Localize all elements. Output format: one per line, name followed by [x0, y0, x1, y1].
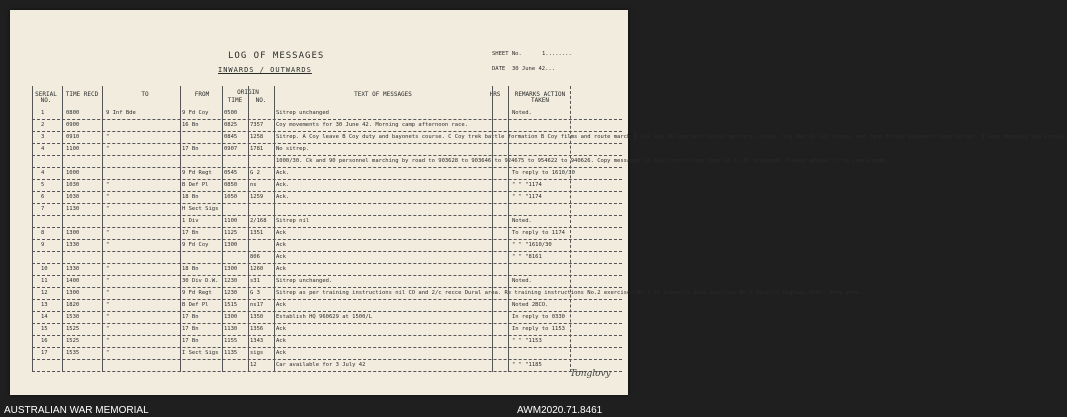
cell-to: " — [106, 266, 110, 272]
cell-otime: 1230 — [224, 278, 238, 284]
cell-remarks: Noted. — [512, 278, 532, 284]
cell-from: 17 Bn — [182, 230, 199, 236]
col-remarks: REMARKS ACTION TAKEN — [514, 91, 566, 104]
cell-otime: 1050 — [224, 194, 238, 200]
row-rule — [32, 239, 622, 240]
cell-otime: 1125 — [224, 230, 238, 236]
cell-otime: 0500 — [224, 110, 238, 116]
column-rule — [32, 86, 33, 372]
cell-from: 18 Bn — [182, 266, 199, 272]
col-origin-time: TIME — [227, 97, 243, 104]
cell-otime: 0545 — [224, 170, 238, 176]
cell-time: 1535 — [66, 350, 80, 356]
cell-text: Sitrep nil — [276, 218, 310, 224]
cell-text: Sitrep as per training instructions nil CO and 2/c recce Dural area. Re training instructions No.2 exercises No.1 in Glenarie area exercise No.2 Pacific highway Peels Hery area. — [276, 290, 863, 296]
cell-text: Ack — [276, 242, 286, 248]
cell-text: Ack — [276, 350, 286, 356]
cell-serial: 11 — [41, 278, 48, 284]
cell-ono: 7357 — [250, 122, 264, 128]
row-rule — [32, 323, 622, 324]
cell-serial: 7 — [41, 206, 45, 212]
cell-from: 9 Fd Regt — [182, 170, 212, 176]
cell-from: 9 Fd Coy — [182, 110, 209, 116]
cell-ono: 1351 — [250, 230, 264, 236]
cell-from: 17 Bn — [182, 326, 199, 332]
cell-serial: 9 — [41, 242, 45, 248]
row-rule — [32, 359, 622, 360]
cell-ono: G 3 — [250, 290, 260, 296]
cell-time: 0910 — [66, 134, 80, 140]
page-title: LOG OF MESSAGES — [228, 51, 325, 61]
page-subtitle: INWARDS / OUTWARDS — [218, 66, 312, 74]
cell-text: Ack. — [276, 182, 290, 188]
column-rule — [222, 86, 223, 372]
cell-time: 1300 — [66, 290, 80, 296]
sheet-no-label: SHEET No. — [492, 51, 522, 57]
cell-remarks: To reply to 1610/30 — [512, 170, 575, 176]
row-rule — [32, 371, 622, 372]
cell-ono: s31 — [250, 278, 260, 284]
cell-text: Ack — [276, 338, 286, 344]
cell-remarks: " " "8161 — [512, 254, 542, 260]
cell-otime: 1155 — [224, 338, 238, 344]
cell-to: " — [106, 350, 110, 356]
cell-serial: 13 — [41, 302, 48, 308]
cell-serial: 15 — [41, 326, 48, 332]
col-origin-no: NO. — [255, 97, 267, 104]
col-hrs: HRS — [489, 91, 501, 98]
row-rule — [32, 131, 622, 132]
cell-time: 1525 — [66, 326, 80, 332]
cell-to: " — [106, 182, 110, 188]
cell-serial: 2 — [41, 122, 45, 128]
cell-time: 1530 — [66, 314, 80, 320]
row-rule — [32, 155, 622, 156]
column-rule — [62, 86, 63, 372]
cell-time: 1525 — [66, 338, 80, 344]
cell-remarks: In reply to 0330 — [512, 314, 565, 320]
row-rule — [32, 251, 622, 252]
cell-text: Establish HQ 960629 at 1500/L — [276, 314, 373, 320]
cell-remarks: Noted. — [512, 218, 532, 224]
cell-text: Car available for 3 July 42 — [276, 362, 366, 368]
cell-from: 17 Bn — [182, 338, 199, 344]
cell-to: " — [106, 134, 110, 140]
cell-to: 9 Inf Bde — [106, 110, 136, 116]
cell-ono: 1259 — [250, 194, 264, 200]
cell-time: 1330 — [66, 242, 80, 248]
cell-time: 1030 — [66, 194, 80, 200]
cell-otime: 1300 — [224, 314, 238, 320]
row-rule — [32, 311, 622, 312]
column-rule — [492, 86, 493, 372]
cell-remarks: " " "1174 — [512, 182, 542, 188]
cell-remarks: To reply to 1174 — [512, 230, 565, 236]
cell-remarks: " " "1610/30 — [512, 242, 552, 248]
row-rule — [32, 335, 622, 336]
cell-serial: 14 — [41, 314, 48, 320]
cell-remarks: " " "1185 — [512, 362, 542, 368]
cell-remarks: " " "1174 — [512, 194, 542, 200]
cell-otime: 1100 — [224, 218, 238, 224]
cell-serial: 4 — [41, 146, 45, 152]
row-rule — [32, 143, 622, 144]
row-rule — [32, 347, 622, 348]
col-time-recd: TIME RECD — [65, 91, 99, 98]
cell-otime: 1130 — [224, 326, 238, 332]
cell-text: Ack — [276, 254, 286, 260]
cell-remarks: " " "1153 — [512, 338, 542, 344]
cell-otime: 1515 — [224, 302, 238, 308]
cell-remarks: Noted 2BCO. — [512, 302, 549, 308]
signature: Tonglovy — [570, 369, 611, 379]
cell-from: 30 Div D.W. — [182, 278, 219, 284]
cell-text: 1000/30. Ck and 90 personnel marching by road to 903628 to 903646 to 924675 to 954622 to 940626. Copy messages to ble controlling from 12 0/ 30 attached. Please advise if no cadre camp. — [276, 158, 889, 164]
cell-text: Ack — [276, 230, 286, 236]
cell-to: " — [106, 326, 110, 332]
cell-text: No sitrep. — [276, 146, 310, 152]
cell-to: " — [106, 206, 110, 212]
cell-otime: 1300 — [224, 242, 238, 248]
cell-to: " — [106, 278, 110, 284]
sheet-no-value: 1........ — [542, 51, 572, 57]
cell-otime: 0825 — [224, 122, 238, 128]
cell-text: Sitrep unchanged. — [276, 278, 333, 284]
cell-time: 1400 — [66, 278, 80, 284]
cell-otime: 1300 — [224, 266, 238, 272]
col-from: FROM — [194, 91, 210, 98]
cell-time: 0800 — [66, 110, 80, 116]
cell-ono: sigs — [250, 350, 264, 356]
cell-serial: 12 — [41, 290, 48, 296]
cell-from: 9 Fd Regt — [182, 290, 212, 296]
cell-serial: 1 — [41, 110, 45, 116]
cell-ono: 1350 — [250, 314, 264, 320]
row-rule — [32, 275, 622, 276]
cell-time: 0900 — [66, 122, 80, 128]
cell-from: I Sect Sigs — [182, 350, 219, 356]
cell-from: H Sect Sigs — [182, 206, 219, 212]
cell-to: " — [106, 242, 110, 248]
cell-from: 16 Bn — [182, 122, 199, 128]
cell-from: 9 Fd Coy — [182, 242, 209, 248]
cell-from: 18 Bn — [182, 194, 199, 200]
column-rule — [102, 86, 103, 372]
cell-from: B Def Pl — [182, 182, 209, 188]
col-to: TO — [141, 91, 149, 98]
row-rule — [32, 191, 622, 192]
cell-from: 17 Bn — [182, 146, 199, 152]
cell-serial: 8 — [41, 230, 45, 236]
cell-otime: 0850 — [224, 182, 238, 188]
cell-serial: 6 — [41, 194, 45, 200]
cell-otime: 1230 — [224, 290, 238, 296]
column-rule — [570, 86, 571, 372]
cell-to: " — [106, 230, 110, 236]
cell-serial: 4 — [41, 170, 45, 176]
cell-ono: 1781 — [250, 146, 264, 152]
column-rule — [508, 86, 509, 372]
column-rule — [274, 86, 275, 372]
footer-institution: AUSTRALIAN WAR MEMORIAL — [4, 405, 149, 416]
cell-otime: 0845 — [224, 134, 238, 140]
cell-ono: 2/168 — [250, 218, 267, 224]
row-rule — [32, 263, 622, 264]
cell-from: B Def Pl — [182, 302, 209, 308]
cell-text: Ack — [276, 326, 286, 332]
cell-ono: 806 — [250, 254, 260, 260]
cell-time: 1000 — [66, 170, 80, 176]
col-serial: SERIAL NO. — [35, 91, 57, 104]
cell-text: Ack — [276, 266, 286, 272]
cell-serial: 5 — [41, 182, 45, 188]
cell-time: 1030 — [66, 182, 80, 188]
col-origin: ORIGIN — [237, 89, 259, 96]
row-rule — [32, 227, 622, 228]
cell-serial: 17 — [41, 350, 48, 356]
cell-remarks: Noted. — [512, 110, 532, 116]
column-rule — [180, 86, 181, 372]
cell-to: " — [106, 290, 110, 296]
cell-text: Sitrep. A Coy leave B Coy duty and bayonets course. C Coy trek battle formation B Coy films and route march D Coy day 16 carriers school morters school. Sig day 16 1st school and camp duties pioneers camp duties. I Sect mapping sig school. — [276, 134, 1067, 140]
cell-remarks: In reply to 1153 — [512, 326, 565, 332]
row-rule — [32, 119, 622, 120]
cell-ono: 1260 — [250, 266, 264, 272]
cell-text: Ack. — [276, 170, 290, 176]
cell-time: 1130 — [66, 206, 80, 212]
date-label: DATE — [492, 66, 506, 72]
cell-ono: G 2 — [250, 170, 260, 176]
cell-to: " — [106, 338, 110, 344]
date-value: 30 June 42... — [512, 66, 556, 72]
row-rule — [32, 203, 622, 204]
cell-to: " — [106, 302, 110, 308]
column-rule — [248, 86, 249, 372]
cell-text: Ack. — [276, 194, 290, 200]
col-text: TEXT OF MESSAGES — [354, 91, 412, 98]
cell-time: 1820 — [66, 302, 80, 308]
row-rule — [32, 167, 622, 168]
cell-time: 1300 — [66, 230, 80, 236]
footer-accession: AWM2020.71.8461 — [517, 405, 603, 416]
cell-serial: 10 — [41, 266, 48, 272]
log-sheet — [10, 10, 1067, 395]
row-rule — [32, 215, 622, 216]
cell-text: Sitrep unchanged — [276, 110, 329, 116]
cell-text: Coy movements for 30 June 42. Morning camp afternoon race. — [276, 122, 469, 128]
cell-ono: 1258 — [250, 134, 264, 140]
row-rule — [32, 179, 622, 180]
cell-ono: 1356 — [250, 326, 264, 332]
row-rule — [32, 299, 622, 300]
cell-ono: ns17 — [250, 302, 264, 308]
cell-time: 1100 — [66, 146, 80, 152]
cell-to: " — [106, 146, 110, 152]
cell-to: " — [106, 194, 110, 200]
cell-ono: ns — [250, 182, 257, 188]
cell-ono: 1343 — [250, 338, 264, 344]
cell-from: 1 Div — [182, 218, 199, 224]
cell-otime: 1135 — [224, 350, 238, 356]
cell-from: 17 Bn — [182, 314, 199, 320]
footer-bar — [0, 403, 640, 417]
cell-time: 1330 — [66, 266, 80, 272]
cell-serial: 3 — [41, 134, 45, 140]
row-rule — [32, 287, 622, 288]
cell-to: " — [106, 314, 110, 320]
cell-serial: 16 — [41, 338, 48, 344]
cell-text: Ack — [276, 302, 286, 308]
cell-ono: 12 — [250, 362, 257, 368]
cell-otime: 0907 — [224, 146, 238, 152]
